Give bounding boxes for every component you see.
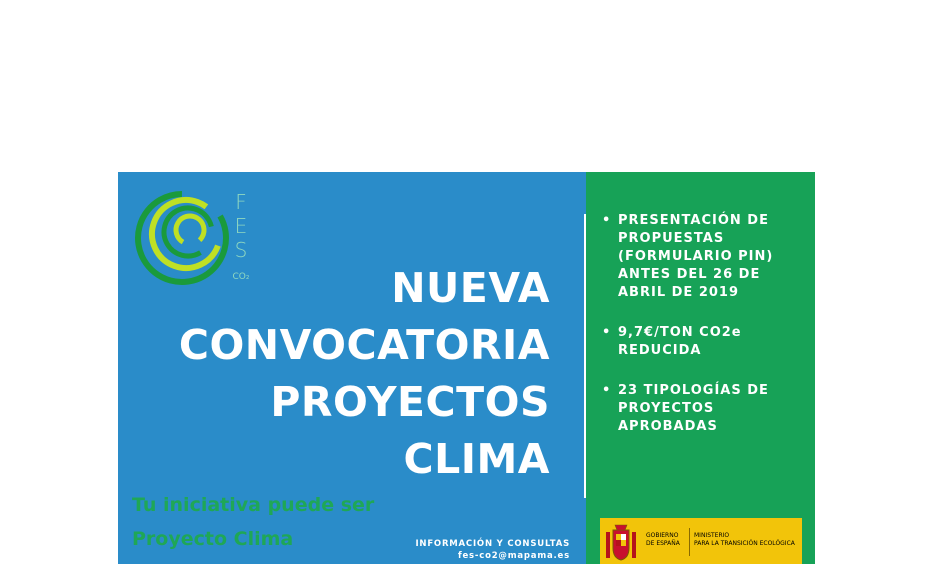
- gobierno-line: DE ESPAÑA: [646, 540, 680, 547]
- government-logo-bar: [600, 518, 802, 564]
- headline-line: CLIMA: [403, 435, 550, 483]
- headline: [179, 260, 550, 488]
- ministerio-text: [694, 532, 795, 548]
- banner: [118, 172, 815, 564]
- gov-separator: [689, 528, 690, 556]
- contact-label: INFORMACIÓN Y CONSULTAS: [415, 539, 570, 549]
- logo-letter: E: [234, 214, 248, 238]
- ministerio-line: PARA LA TRANSICIÓN ECOLÓGICA: [694, 540, 795, 547]
- blue-panel: [118, 172, 586, 564]
- headline-line: CONVOCATORIA: [178, 321, 550, 369]
- coat-of-arms-icon: [604, 524, 638, 562]
- tagline-line: Tu iniciativa puede ser: [132, 494, 375, 516]
- headline-line: NUEVA: [391, 264, 550, 312]
- green-panel: [586, 172, 815, 564]
- bullet-item: • 23 TIPOLOGÍAS DE PROYECTOS APROBADAS: [602, 382, 808, 436]
- contact-email[interactable]: fes-co2@mapama.es: [457, 551, 570, 561]
- logo-letter: S: [234, 238, 248, 262]
- bullet-item: • PRESENTACIÓN DE PROPUESTAS (FORMULARIO PIN) ANTES DEL 26 DE ABRIL DE 2019: [602, 212, 808, 302]
- gobierno-text: [646, 532, 680, 548]
- tagline-line: Proyecto Clima: [132, 528, 294, 550]
- contact-info: [415, 538, 570, 562]
- logo-letters: [230, 190, 252, 262]
- ministerio-line: MINISTERIO: [694, 532, 730, 539]
- logo-subscript: CO₂: [232, 272, 250, 282]
- bullet-list: [602, 212, 808, 458]
- tagline: [132, 488, 374, 556]
- logo-letter: F: [235, 190, 247, 214]
- headline-line: PROYECTOS: [270, 378, 550, 426]
- bullet-item: • 9,7€/TON CO2e REDUCIDA: [602, 324, 808, 360]
- gobierno-line: GOBIERNO: [646, 532, 679, 539]
